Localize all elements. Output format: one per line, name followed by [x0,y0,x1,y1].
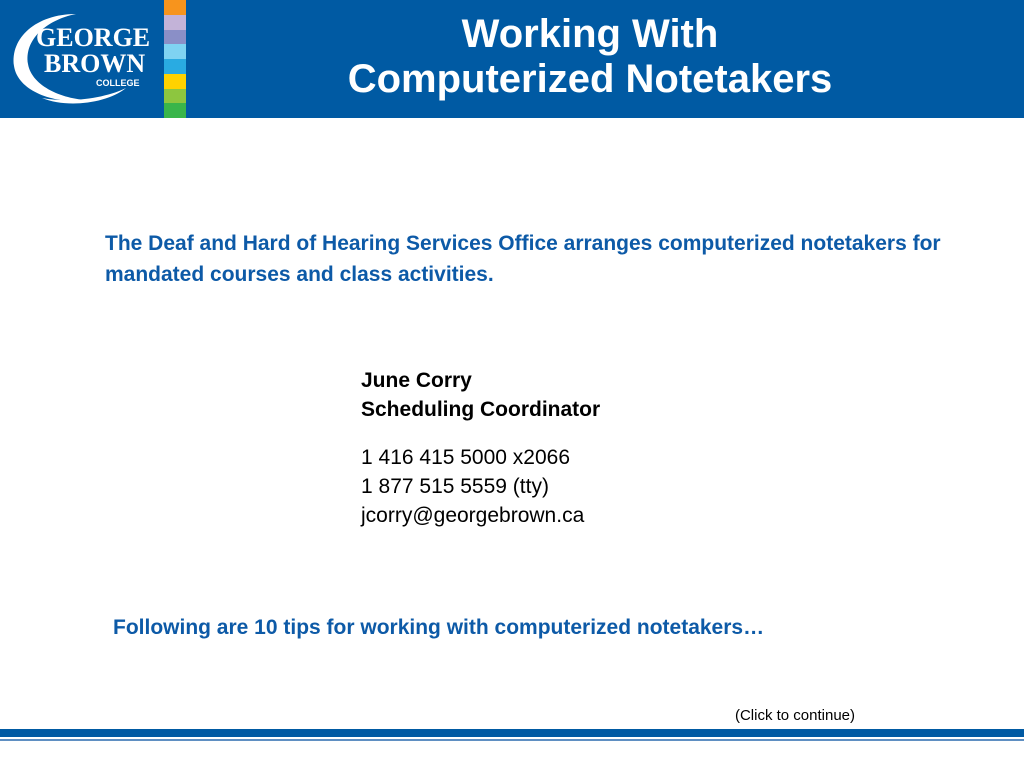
header-bar [0,0,1024,118]
logo-college-text: COLLEGE [96,78,140,88]
contact-tty: 1 877 515 5559 (tty) [361,475,549,498]
title-line-1: Working With [461,12,719,56]
page-title [250,12,930,102]
contact-block [361,366,761,530]
logo-brown-text: BROWN [44,49,146,78]
footer-divider [0,729,1024,737]
contact-email[interactable]: jcorry@georgebrown.ca [361,504,585,527]
intro-paragraph: The Deaf and Hard of Hearing Services Office arranges computerized notetakers for mandated courses and class activities. [105,232,941,286]
tips-intro: Following are 10 tips for working with computerized notetakers… [113,616,765,639]
footer-divider-thin [0,739,1024,741]
color-strip [164,0,186,118]
contact-name: June Corry [361,369,472,392]
title-line-2: Computerized Notetakers [347,57,833,101]
contact-phone: 1 416 415 5000 x2066 [361,446,571,469]
click-to-continue[interactable]: (Click to continue) [734,707,856,724]
logo-george-text: GEORGE [36,23,151,52]
george-brown-logo [6,8,156,108]
contact-role: Scheduling Coordinator [361,398,601,421]
